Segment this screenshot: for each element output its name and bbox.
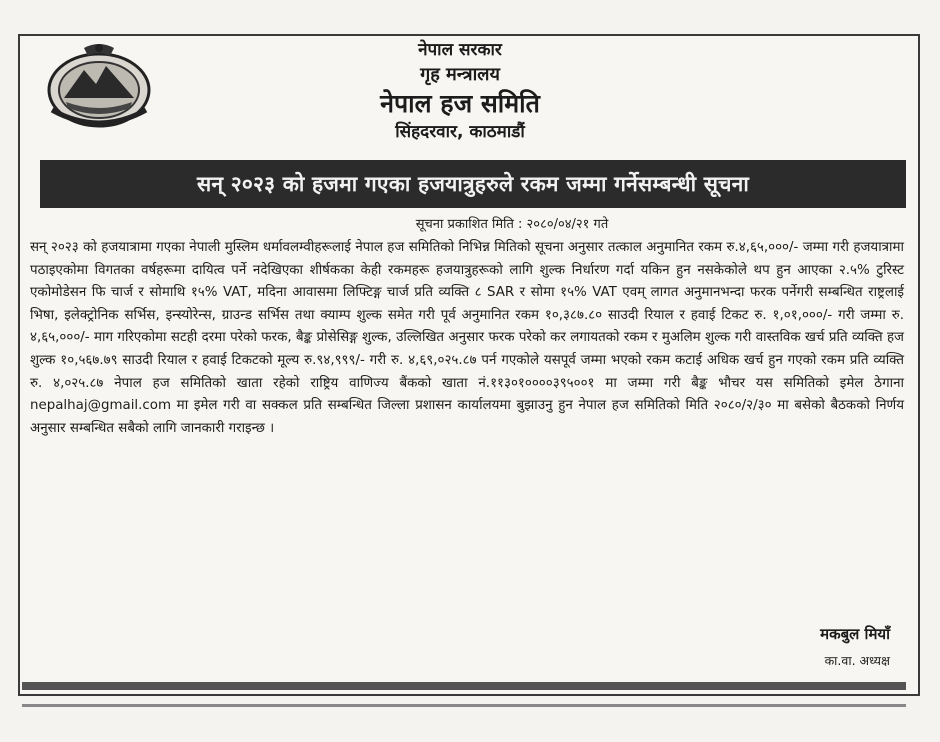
signatory-name: मकबुल मियाँ: [820, 625, 890, 643]
signatory-title: का.वा. अध्यक्ष: [824, 653, 890, 668]
notice-body: सन् २०२३ को हजयात्रामा गएका नेपाली मुस्लिम धर्मावलम्वीहरूलाई नेपाल हज समितिको निभिन्न मितिको सूचना अनुसार तत्काल अनुमानित रकम रु.४,६५,०००/- जम्मा गरी हजयात्रामा पठाइएकोमा विगतका वर्षहरूमा दायित्व पर्ने नदेखिएका शीर्षकका केही रकमहरू हजयात्रुहरूको लागि शुल्क निर्धारण गर्दा यकिन हुन नसकेकोले थप हुन आएका २.५% टुरिस्ट एकोमोडेसन फि चार्ज र सोमाथि १५% VAT, मदिना आवासमा लिफ्टिङ्ग चार्ज प्रति व्यक्ति ८ SAR र सोमा १५% VAT एवम् लागत अनुमानभन्दा फरक पर्नेगरी सम्बन्धित राष्ट्रलाई भिषा, इलेक्ट्रोनिक सर्भिस, इन्स्योरेन्स, ग्राउन्ड सर्भिस तथा क्याम्प शुल्क समेत गरी पूर्व अनुमानित रकम १०,३८७.८० साउदी रियाल र हवाई टिकट रु. १,०१,०००/- गरी जम्मा रु. ४,६५,०००/- माग गरिएकोमा सटही दरमा परेको फरक, बैङ्क प्रोसेसिङ्ग शुल्क, उल्लिखित अनुसार फरक परेको कर लगायतको रकम र मुअलिम शुल्क गरी वास्तविक खर्च प्रति व्यक्ति हज शुल्क १०,५६७.७९ साउदी रियाल र हवाई टिकटको मूल्य रु.९४,९९९/- गरी रु. ४,६९,०२५.८७ पर्न गएकोले यसपूर्व जम्मा भएको रकम कटाई अधिक खर्च हुन गएको रकम प्रति व्यक्ति रु. ४,०२५.८७ नेपाल हज समितिको खाता रहेको राष्ट्रिय वाणिज्य बैंकको खाता नं.११३०१००००३९५००१ मा जम्मा गरी बैङ्क भौचर यस समितिको इमेल ठेगाना nepalhaj@gmail.com मा इमेल गरी वा सक्कल प्रति सम्बन्धित जिल्ला प्रशासन कार्यालयमा बुझाउनु हुन नेपाल हज समितिको मिति २०८०/२/३० मा बसेको बैठकको निर्णय अनुसार सम्बन्धित सबैको लागि जानकारी गराइन्छ ।: [30, 240, 904, 436]
government-name: नेपाल सरकार: [418, 40, 502, 60]
bottom-divider: [22, 682, 906, 690]
office-location: सिंहदरवार, काठमाडौं: [395, 122, 525, 142]
published-date: सूचना प्रकाशित मिति : २०८०/०४/२१ गते: [415, 217, 609, 232]
letterhead: [330, 38, 590, 144]
notice-title: सन् २०२३ को हजमा गएका हजयात्रुहरुले रकम जम्मा गर्नेसम्बन्धी सूचना: [40, 160, 906, 208]
ministry-name: गृह मन्त्रालय: [420, 64, 500, 85]
committee-name: नेपाल हज समिति: [380, 89, 540, 118]
bottom-divider-thin: [22, 704, 906, 707]
nepal-emblem-icon: [44, 40, 154, 132]
